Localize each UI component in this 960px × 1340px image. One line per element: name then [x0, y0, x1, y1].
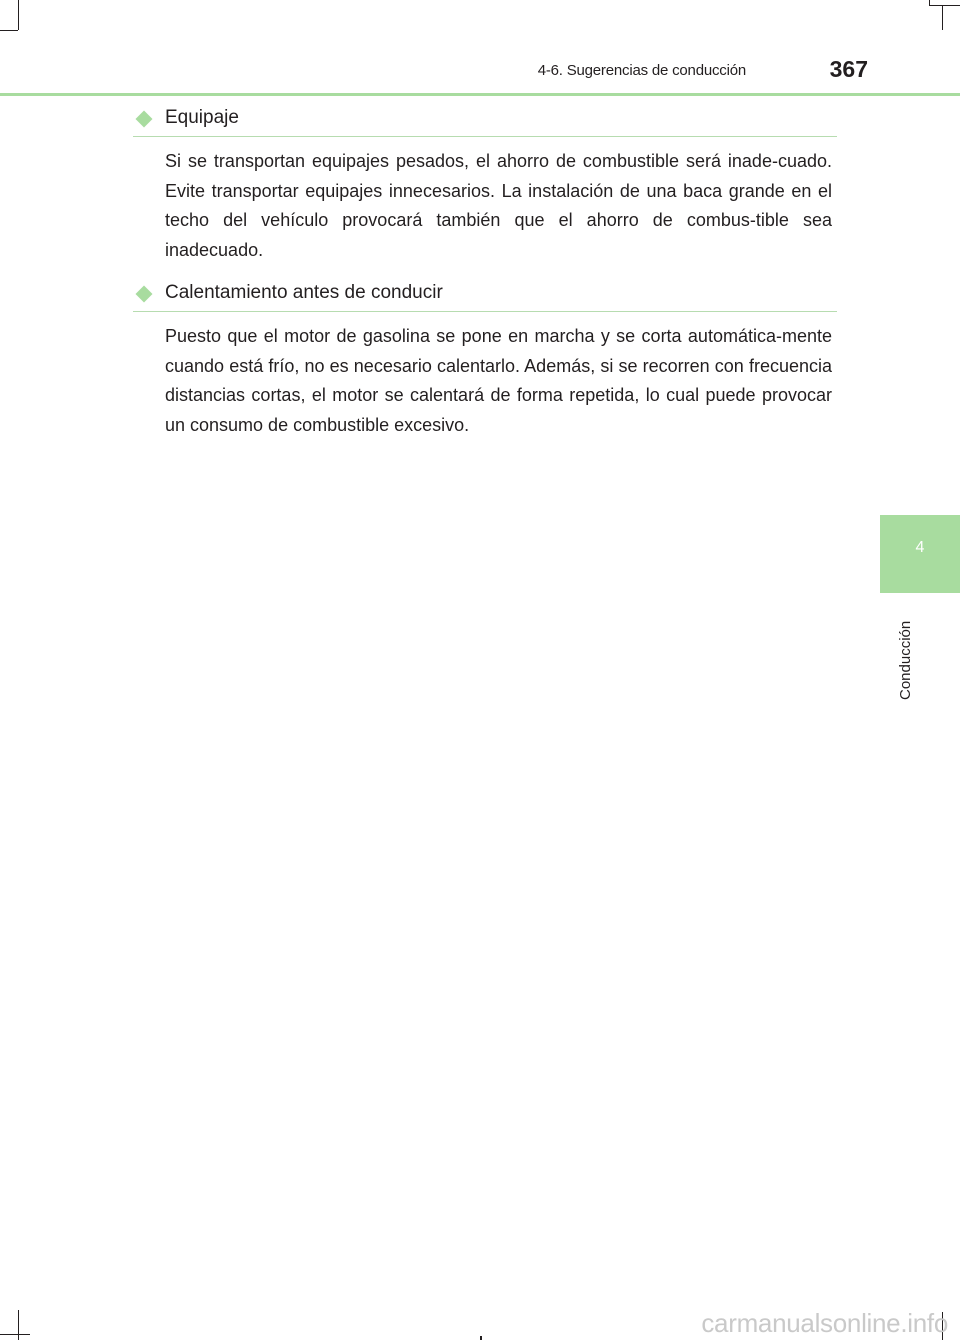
chapter-tab	[880, 515, 960, 593]
running-header-section: 4-6. Sugerencias de conducción	[537, 62, 746, 79]
center-registration-mark	[480, 1336, 482, 1340]
chapter-number: 4	[915, 539, 925, 556]
section-heading	[133, 106, 837, 137]
diamond-bullet-icon	[136, 111, 153, 128]
crop-mark-bottom-left-h	[0, 1334, 30, 1335]
crop-mark-top-left-h	[0, 30, 18, 31]
section-equipaje	[133, 106, 837, 265]
header-rule	[0, 93, 960, 96]
crop-mark-top-right-v2	[942, 5, 943, 30]
crop-mark-top-left-v	[18, 0, 19, 30]
section-heading	[133, 281, 837, 312]
page-number: 367	[829, 56, 868, 82]
crop-mark-bottom-left-v	[18, 1310, 19, 1340]
section-calentamiento	[133, 281, 837, 440]
chapter-label: Conducción	[897, 620, 914, 700]
section-heading-text: Calentamiento antes de conducir	[165, 282, 443, 303]
watermark: carmanualsonline.info	[701, 1308, 948, 1338]
section-body: Puesto que el motor de gasolina se pone en marcha y se corta automática-mente cuando está frío, no es necesario calentarlo. Además, si se recorren con frecuencia distancias cortas, el motor se calentará de forma repetida, lo cual puede provocar un consumo de combustible excesivo.	[165, 326, 832, 435]
section-heading-text: Equipaje	[165, 107, 239, 128]
diamond-bullet-icon	[136, 286, 153, 303]
crop-mark-top-right-h	[929, 5, 960, 6]
section-body: Si se transportan equipajes pesados, el ahorro de combustible será inade-cuado. Evite transportar equipajes innecesarios. La instalación de una baca grande en el techo del vehículo provocará también que el ahorro de combus-tible sea inadecuado.	[165, 151, 832, 260]
